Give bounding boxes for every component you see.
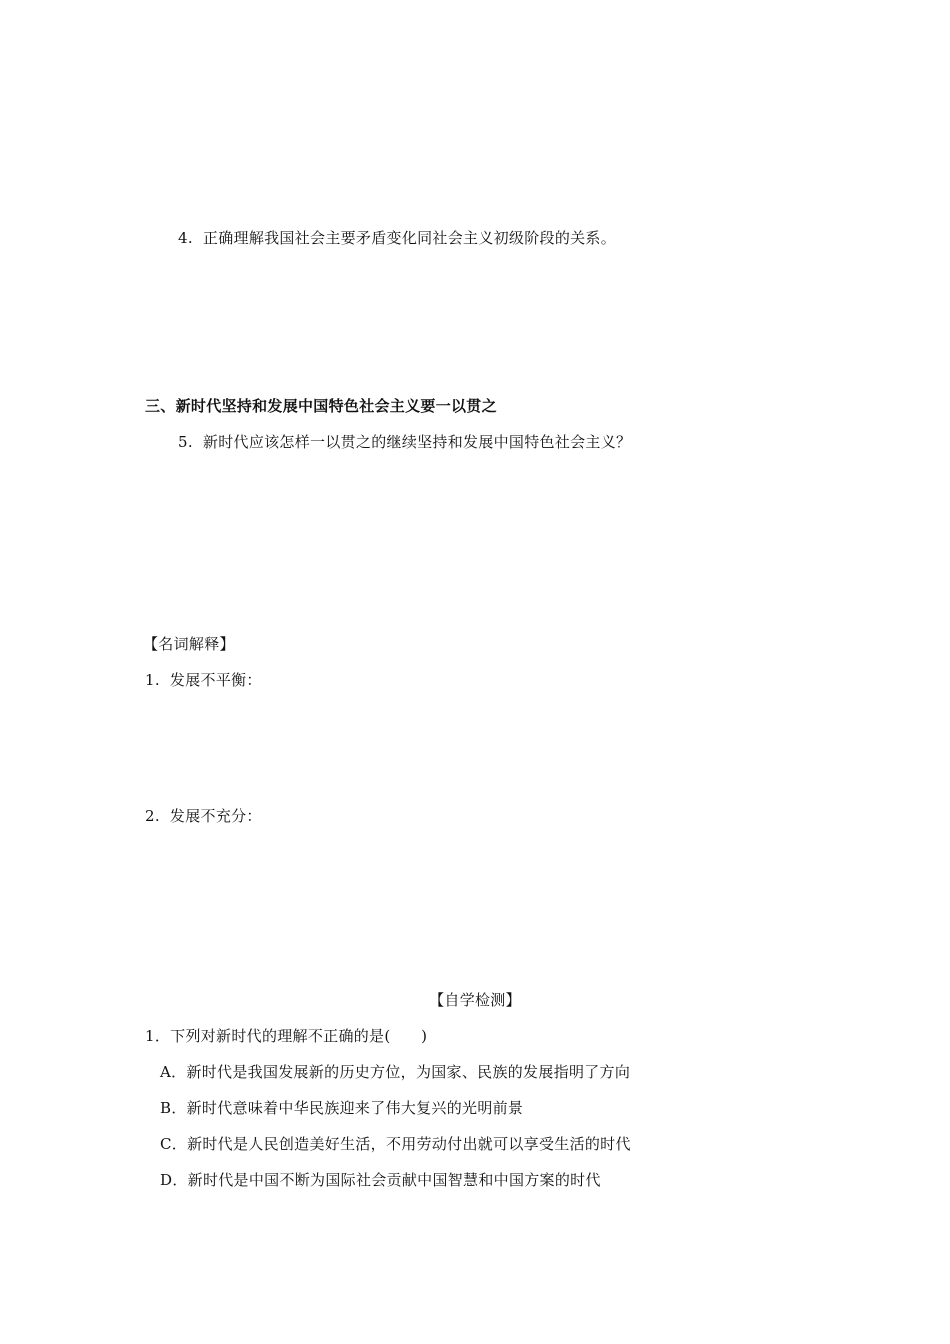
- question-text: 正确理解我国社会主要矛盾变化同社会主义初级阶段的关系。: [202, 229, 617, 247]
- option-d: [160, 1170, 601, 1190]
- question-text: 新时代应该怎样一以贯之的继续坚持和发展中国特色社会主义？: [202, 433, 632, 451]
- glossary-item-term: 发展不平衡：: [169, 671, 262, 689]
- selftest-heading: 【自学检测】: [429, 991, 521, 1009]
- option-text: 新时代是人民创造美好生活，不用劳动付出就可以享受生活的时代: [187, 1135, 631, 1153]
- option-text: 新时代是中国不断为国际社会贡献中国智慧和中国方案的时代: [187, 1171, 601, 1189]
- glossary-heading: 【名词解释】: [143, 635, 235, 653]
- option-label: C．: [160, 1135, 188, 1153]
- question-number: 1．: [145, 1027, 171, 1045]
- question-number: 5.: [178, 433, 193, 451]
- option-text: 新时代是我国发展新的历史方位，为国家、民族的发展指明了方向: [186, 1063, 631, 1081]
- option-label: A．: [160, 1063, 187, 1081]
- glossary-item: [145, 670, 262, 690]
- selftest-question: [145, 1026, 427, 1046]
- section-heading: 三、新时代坚持和发展中国特色社会主义要一以贯之: [145, 397, 497, 415]
- question-number: 4.: [178, 229, 193, 247]
- option-label: D．: [160, 1171, 188, 1189]
- question-4: [178, 228, 616, 248]
- option-c: [160, 1134, 631, 1154]
- option-label: B．: [160, 1099, 187, 1117]
- glossary-item-number: 1.: [145, 671, 160, 689]
- option-a: [160, 1062, 630, 1082]
- question-text: 下列对新时代的理解不正确的是( ): [170, 1027, 428, 1045]
- glossary-item: [145, 806, 262, 826]
- glossary-item-number: 2.: [145, 807, 160, 825]
- glossary-item-term: 发展不充分：: [169, 807, 262, 825]
- question-5: [178, 432, 631, 452]
- option-text: 新时代意味着中华民族迎来了伟大复兴的光明前景: [186, 1099, 524, 1117]
- option-b: [160, 1098, 523, 1118]
